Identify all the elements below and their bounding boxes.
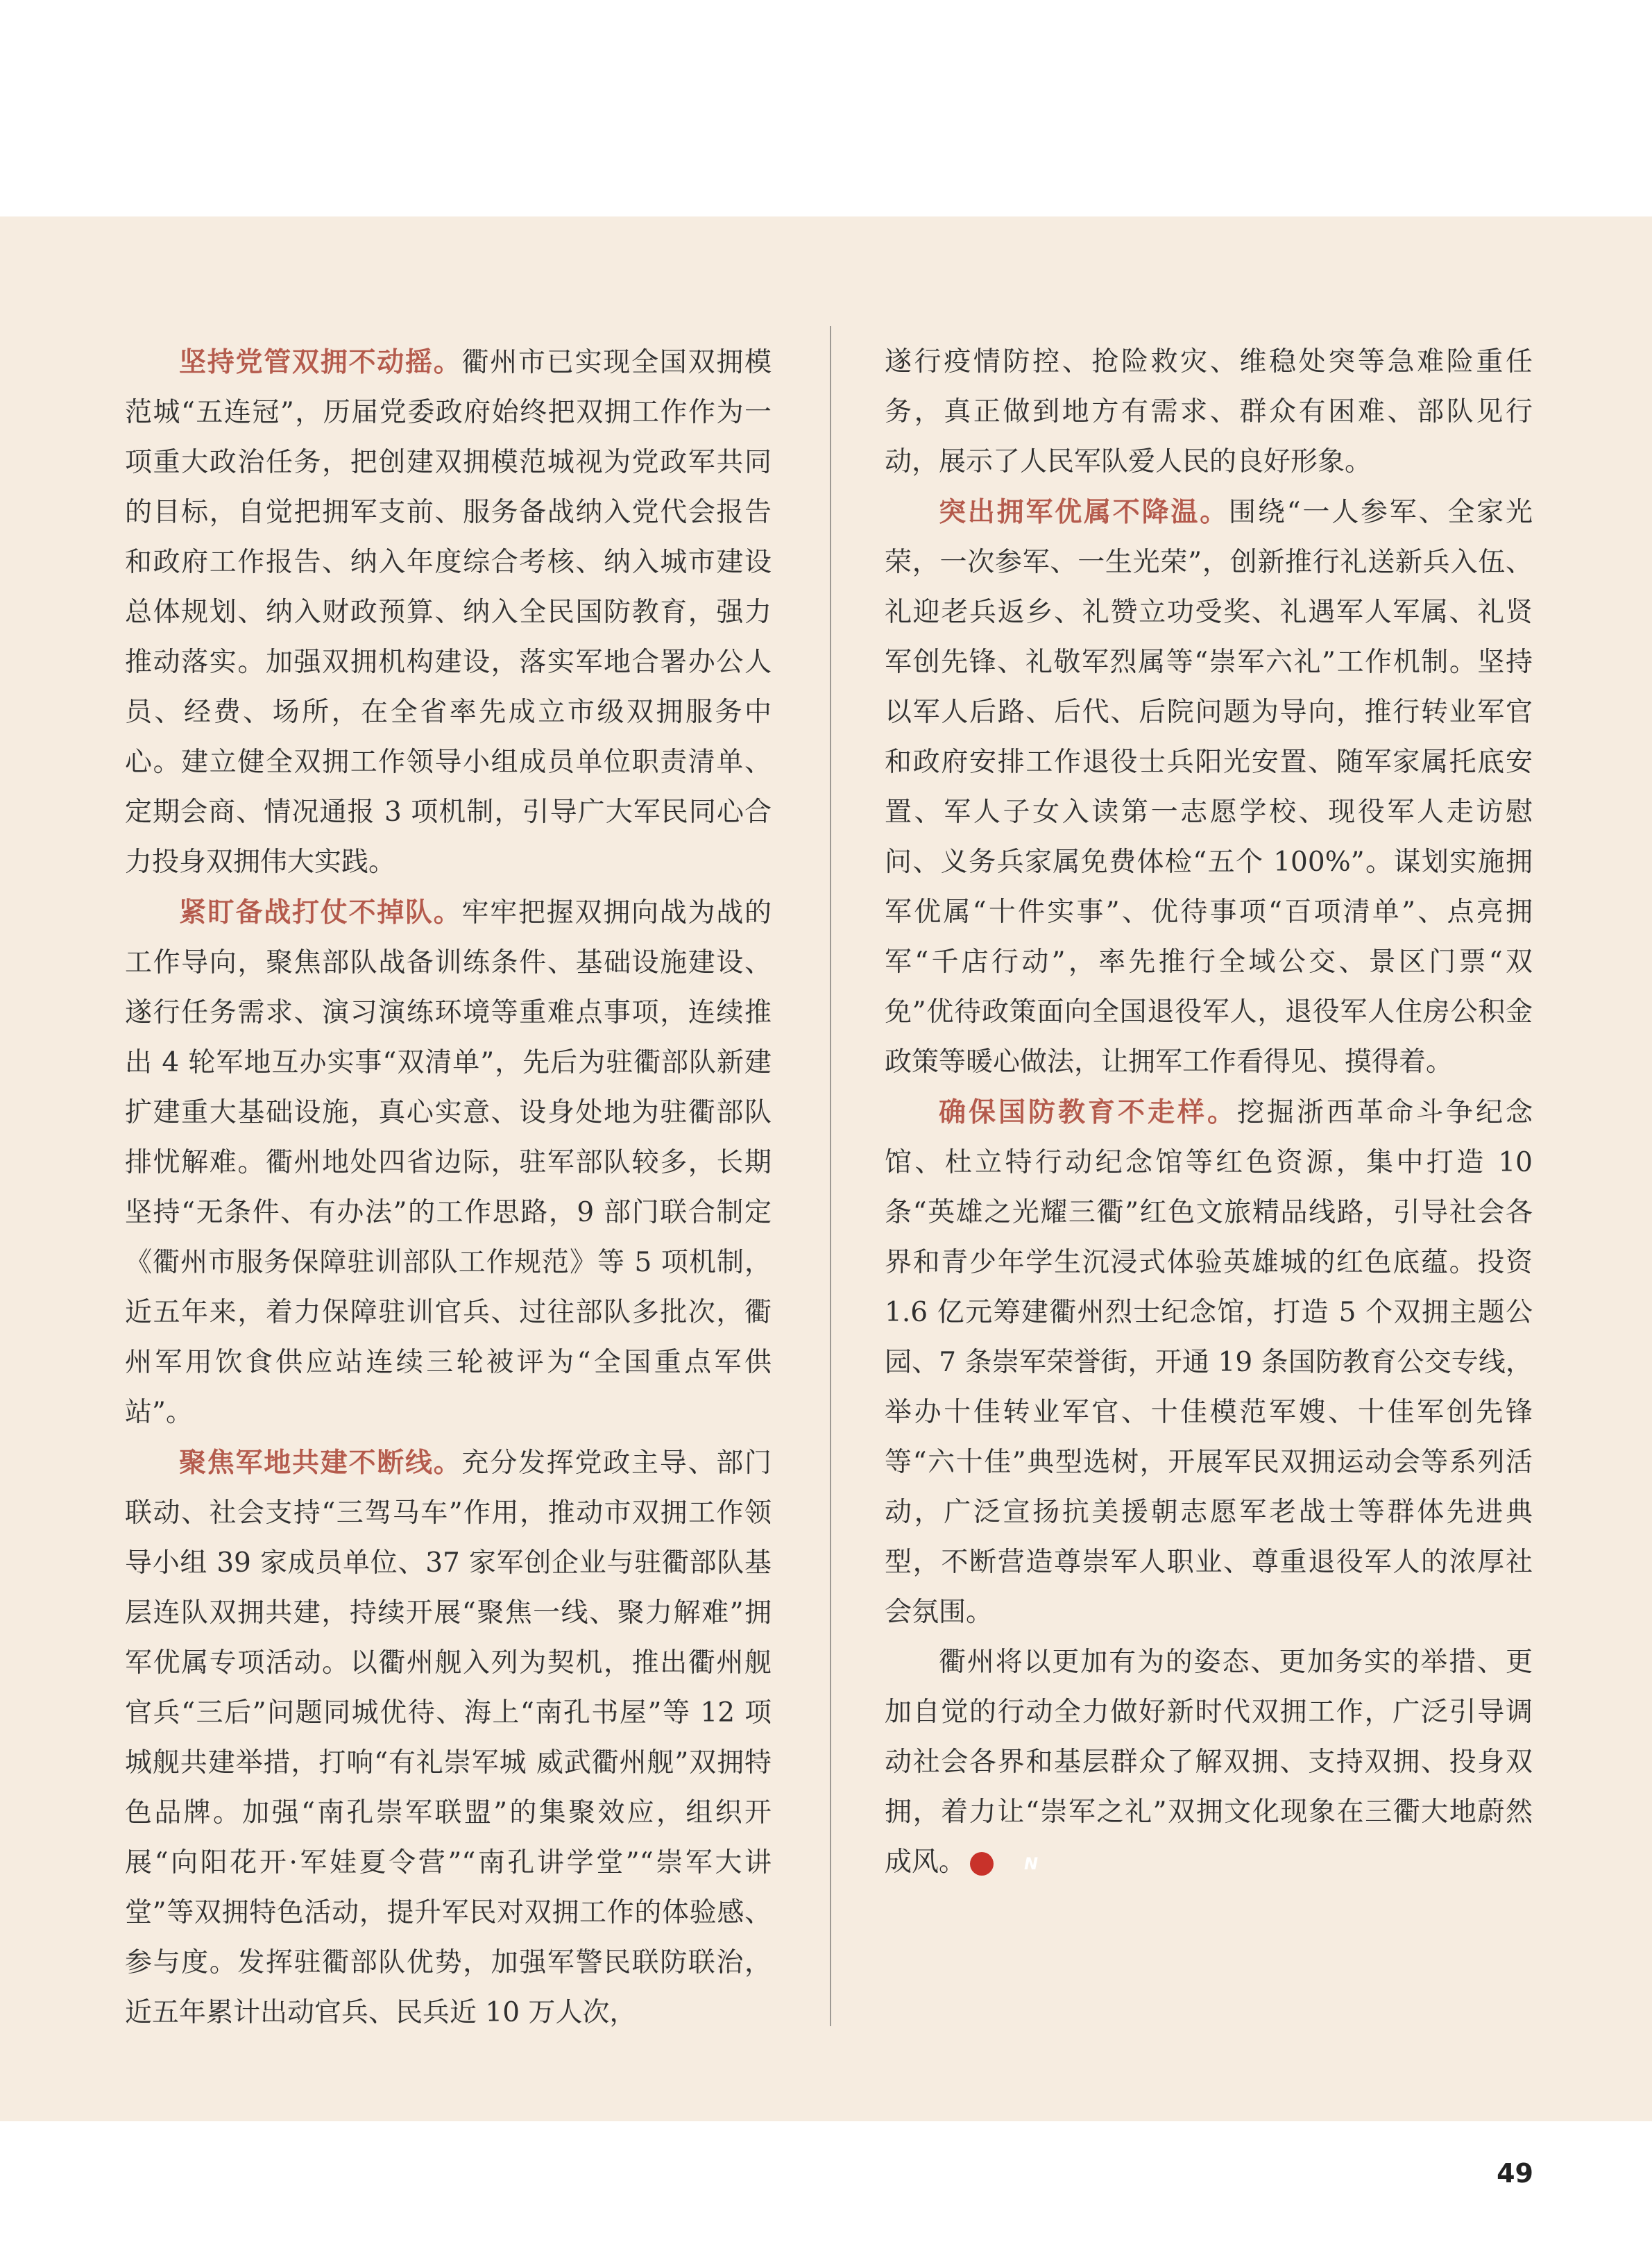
paragraph-text: 充分发挥党政主导、部门联动、社会支持“三驾马车”作用，推动市双拥工作领导小组 39 家成员单位、37 家军创企业与驻衢部队基层连队双拥共建，持续开展“聚焦一线、聚力解难”拥军优属专项活动。以衢州舰入列为契机，推出衢州舰官兵“三后”问题同城优待、海上“南孔书屋”等 12 项城舰共建举措，打响“有礼崇军城 威武衢州舰”双拥特色品牌。加强“南孔崇军联盟”的集聚效应，组织开展“向阳花开·军娃夏令营”“南孔讲学堂”“崇军大讲堂”等双拥特色活动，提升军民对双拥工作的体验感、参与度。发挥驻衢部队优势，加强军警民联防联治，近五年累计出动官兵、民兵近 10 万人次， (125, 1447, 772, 2028)
column-divider (830, 326, 831, 2026)
left-column (125, 337, 772, 2038)
paragraph-combat-readiness (125, 888, 772, 1438)
end-mark-logo-icon: N (970, 1852, 994, 1876)
paragraph-text: 围绕“一人参军、全家光荣，一次参军、一生光荣”，创新推行礼送新兵入伍、礼迎老兵返乡、礼赞立功受奖、礼遇军人军属、礼贤军创先锋、礼敬军烈属等“崇军六礼”工作机制。坚持以军人后路、后代、后院问题为导向，推行转业军官和政府安排工作退役士兵阳光安置、随军家属托底安置、军人子女入读第一志愿学校、现役军人走访慰问、义务兵家属免费体检“五个 100%”。谋划实施拥军优属“十件实事”、优待事项“百项清单”、点亮拥军“千店行动”，率先推行全域公交、景区门票“双免”优待政策面向全国退役军人，退役军人住房公积金政策等暖心做法，让拥军工作看得见、摸得着。 (885, 497, 1533, 1078)
paragraph-text: 挖掘浙西革命斗争纪念馆、杜立特行动纪念馆等红色资源，集中打造 10 条“英雄之光耀三衢”红色文旅精品线路，引导社会各界和青少年学生沉浸式体验英雄城的红色底蕴。投资 1.6 亿元筹建衢州烈士纪念馆，打造 5 个双拥主题公园、7 条崇军荣誉街，开通 19 条国防教育公交专线，举办十佳转业军官、十佳模范军嫂、十佳军创先锋等“六十佳”典型选树，开展军民双拥运动会等系列活动，广泛宣扬抗美援朝志愿军老战士等群体先进典型，不断营造尊崇军人职业、尊重退役军人的浓厚社会氛围。 (885, 1097, 1533, 1628)
right-column (885, 337, 1533, 1887)
paragraph-conclusion (885, 1638, 1533, 1887)
section-lead: 突出拥军优属不降温。 (939, 496, 1229, 528)
paragraph-continuation: 遂行疫情防控、抢险救灾、维稳处突等急难险重任务，真正做到地方有需求、群众有困难、部队见行动，展示了人民军队爱人民的良好形象。 (885, 346, 1533, 477)
paragraph-text: 牢牢把握双拥向战为战的工作导向，聚焦部队战备训练条件、基础设施建设、遂行任务需求、演习演练环境等重难点事项，连续推出 4 轮军地互办实事“双清单”，先后为驻衢部队新建扩建重大基础设施，真心实意、设身处地为驻衢部队排忧解难。衢州地处四省边际，驻军部队较多，长期坚持“无条件、有办法”的工作思路，9 部门联合制定《衢州市服务保障驻训部队工作规范》等 5 项机制，近五年来，着力保障驻训官兵、过往部队多批次，衢州军用饮食供应站连续三轮被评为“全国重点军供站”。 (125, 897, 772, 1428)
paragraph-joint-construction (125, 1438, 772, 2038)
paragraph-text: 衢州市已实现全国双拥模范城“五连冠”，历届党委政府始终把双拥工作作为一项重大政治任务，把创建双拥模范城视为党政军共同的目标，自觉把拥军支前、服务备战纳入党代会报告和政府工作报告、纳入年度综合考核、纳入城市建设总体规划、纳入财政预算、纳入全民国防教育，强力推动落实。加强双拥机构建设，落实军地合署办公人员、经费、场所，在全省率先成立市级双拥服务中心。建立健全双拥工作领导小组成员单位职责清单、定期会商、情况通报 3 项机制，引导广大军民同心合力投身双拥伟大实践。 (125, 347, 772, 878)
paragraph-defense-education (885, 1087, 1533, 1638)
paragraph-military-families (885, 487, 1533, 1087)
section-lead: 确保国防教育不走样。 (939, 1096, 1237, 1128)
section-lead: 紧盯备战打仗不掉队。 (179, 897, 462, 928)
paragraph-text: 衢州将以更加有为的姿态、更加务实的举措、更加自觉的行动全力做好新时代双拥工作，广泛引导调动社会各界和基层群众了解双拥、支持双拥、投身双拥，着力让“崇军之礼”双拥文化现象在三衢大地蔚然成风。 (885, 1647, 1533, 1878)
paragraph-party-leadership (125, 337, 772, 888)
page-number: 49 (1497, 2158, 1533, 2189)
section-lead: 聚焦军地共建不断线。 (179, 1447, 462, 1479)
section-lead: 坚持党管双拥不动摇。 (179, 346, 462, 378)
